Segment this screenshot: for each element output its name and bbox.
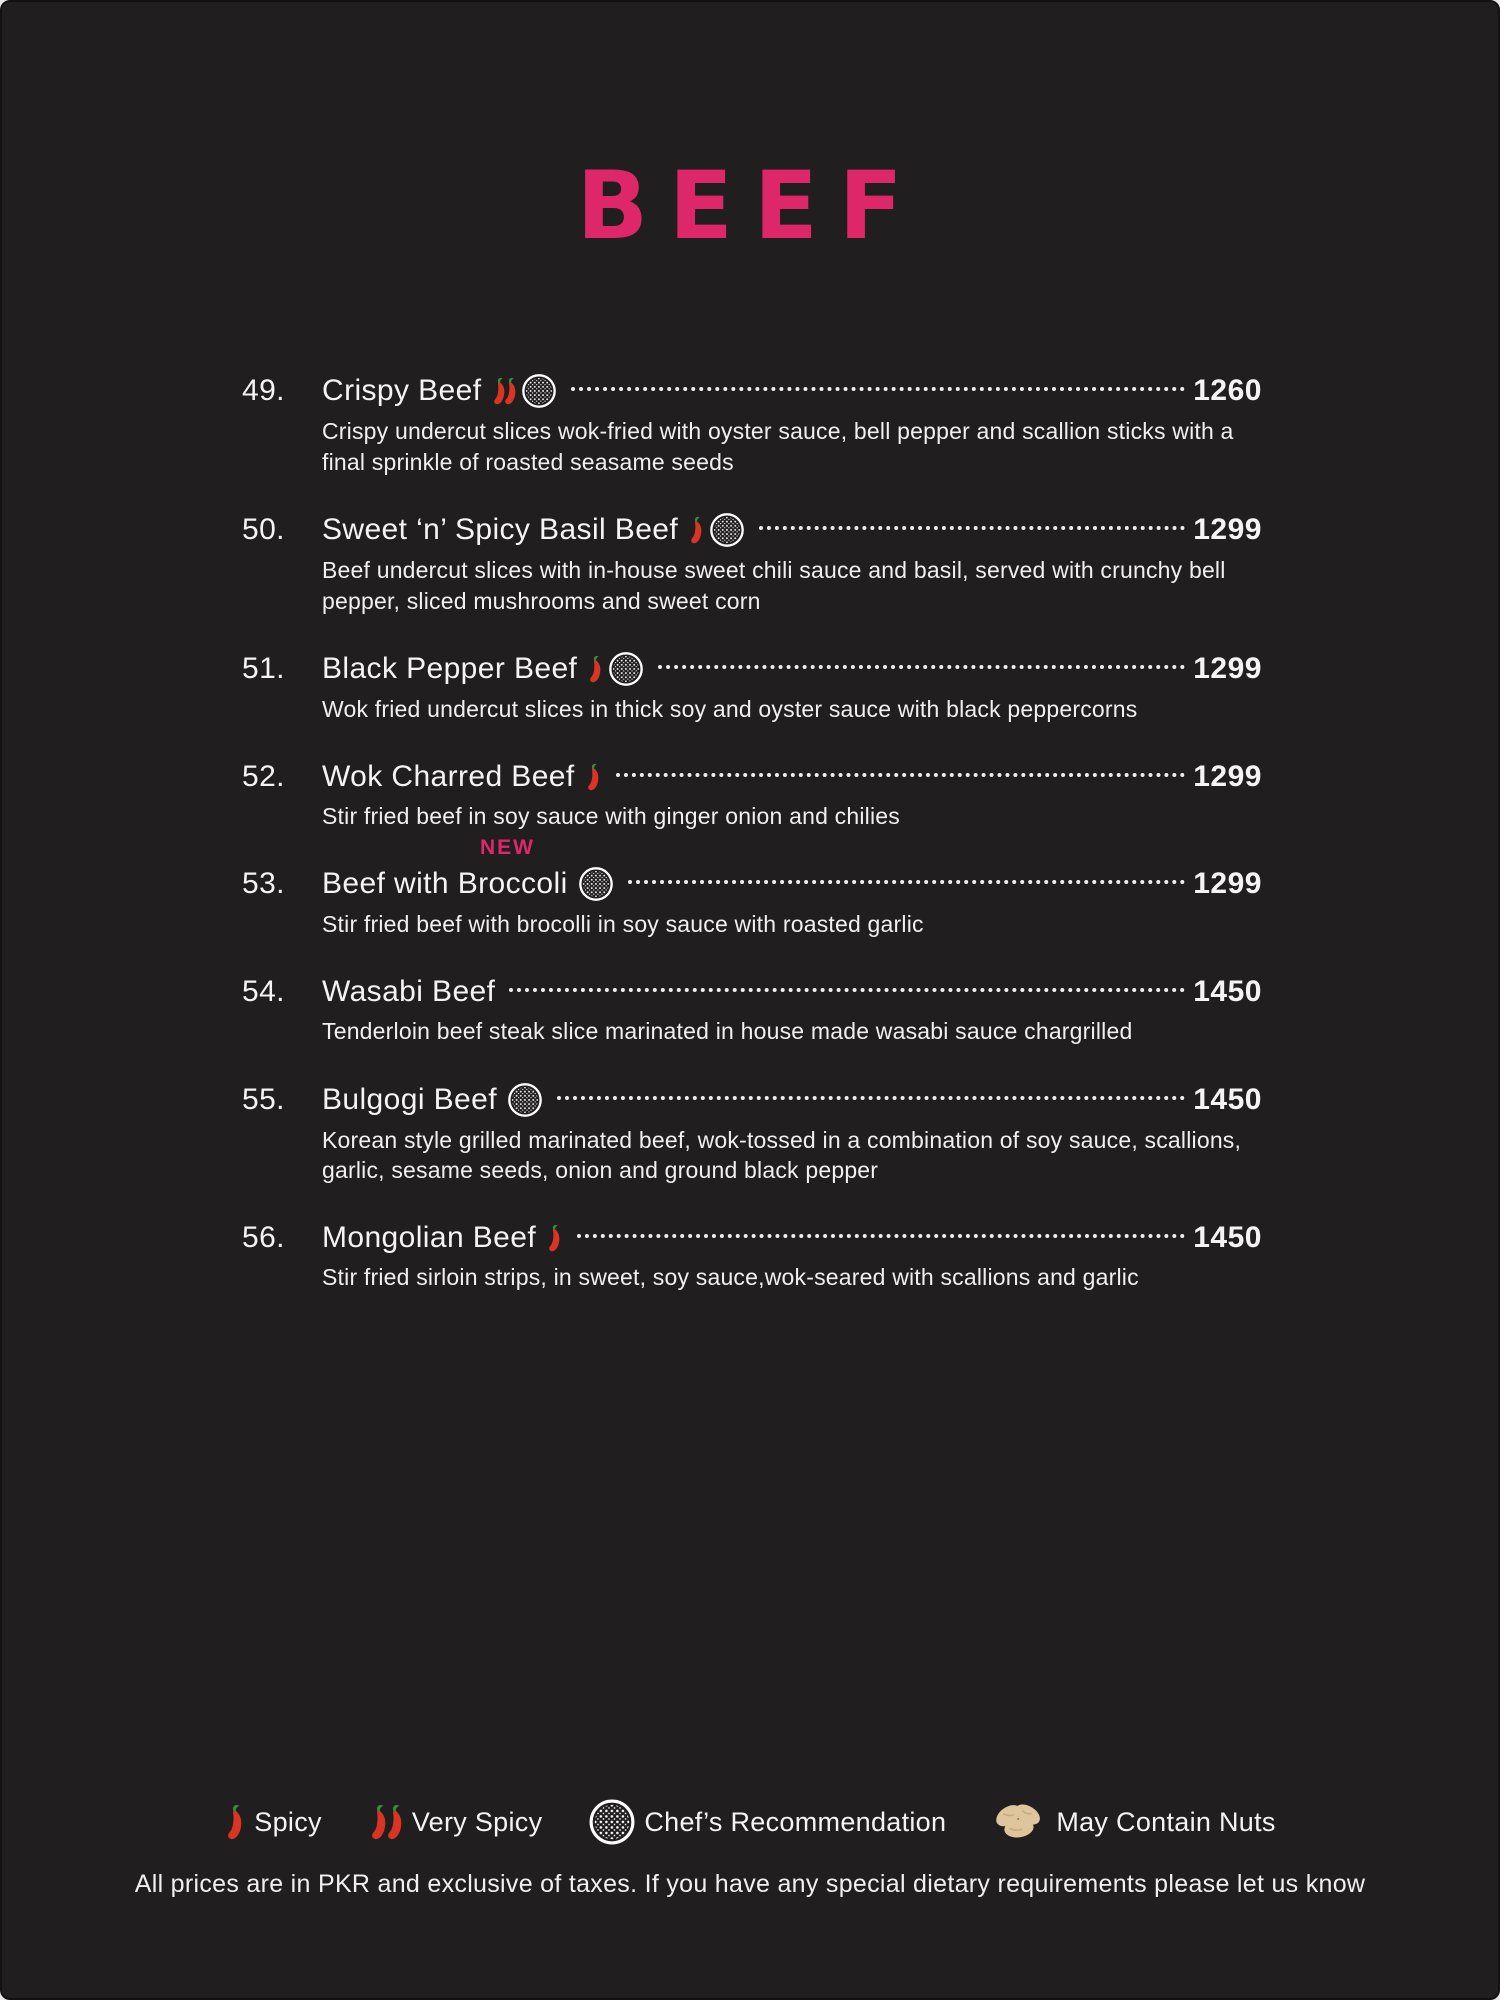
item-icons <box>587 651 644 687</box>
item-description: Stir fried sirloin strips, in sweet, soy sauce,wok-seared with scallions and garlic <box>322 1263 1139 1290</box>
item-icons <box>585 761 602 793</box>
item-name: Beef with Broccoli <box>322 867 568 901</box>
dotted-leader <box>616 773 1186 777</box>
item-price: 1260 <box>1193 374 1262 407</box>
legend-label: May Contain Nuts <box>1056 1806 1276 1837</box>
item-icons <box>507 1082 543 1118</box>
menu-item-53 <box>242 836 1262 940</box>
item-price: 1450 <box>1193 975 1262 1009</box>
dotted-leader <box>628 880 1186 884</box>
item-icons <box>491 373 557 409</box>
item-name: Wasabi Beef <box>322 975 496 1009</box>
chefs-recommendation-icon <box>608 651 644 687</box>
item-number: 55. <box>242 1082 285 1116</box>
legend-nuts <box>992 1801 1275 1843</box>
new-badge: NEW <box>480 836 535 860</box>
item-description: Wok fried undercut slices in thick soy and oyster sauce with black peppercorns <box>322 696 1138 723</box>
legend-label: Spicy <box>254 1806 322 1837</box>
menu-item-50 <box>242 512 1262 616</box>
legend <box>2 1798 1498 1846</box>
very-spicy-icon <box>491 375 519 407</box>
item-number: 51. <box>242 652 285 686</box>
item-description: Stir fried beef in soy sauce with ginger onion and chilies <box>322 802 900 829</box>
item-name: Wok Charred Beef <box>322 759 575 793</box>
item-description: Crispy undercut slices wok-fried with oyster sauce, bell pepper and scallion sticks with a final sprinkle of roasted seasame seeds <box>322 418 1234 475</box>
item-name: Bulgogi Beef <box>322 1082 497 1116</box>
item-description: Stir fried beef with brocolli in soy sauce with roasted garlic <box>322 911 924 938</box>
spicy-icon <box>224 1801 246 1843</box>
dotted-leader <box>658 665 1185 669</box>
legend-spicy <box>224 1801 322 1843</box>
item-price: 1299 <box>1193 652 1262 686</box>
legend-very-spicy <box>368 1801 543 1843</box>
item-price: 1450 <box>1193 1082 1262 1116</box>
legend-label: Very Spicy <box>411 1806 543 1837</box>
item-number: 50. <box>242 513 285 547</box>
dotted-leader <box>577 1234 1185 1238</box>
item-icons <box>546 1222 563 1254</box>
menu-list <box>242 373 1262 1292</box>
dotted-leader <box>557 1096 1185 1100</box>
footer-note: All prices are in PKR and exclusive of taxes. If you have any special dietary requirements please let us know <box>134 1870 1366 1898</box>
chefs-recommendation-icon <box>709 512 745 548</box>
menu-item-56 <box>242 1221 1262 1293</box>
item-price: 1299 <box>1193 759 1262 793</box>
item-name: Black Pepper Beef <box>322 652 578 686</box>
legend-chefs-recommendation <box>588 1798 946 1846</box>
item-number: 49. <box>242 374 285 407</box>
menu-item-52 <box>242 760 1262 832</box>
item-name: Mongolian Beef <box>322 1220 537 1254</box>
item-description: Tenderloin beef steak slice marinated in house made wasabi sauce chargrilled <box>322 1018 1133 1045</box>
spicy-icon <box>688 514 705 546</box>
item-number: 53. <box>242 867 285 901</box>
legend-label: Chef’s Recommendation <box>644 1806 947 1837</box>
very-spicy-icon <box>368 1801 406 1843</box>
nuts-icon <box>992 1801 1048 1843</box>
spicy-icon <box>587 653 604 685</box>
dotted-leader <box>571 387 1185 391</box>
chefs-recommendation-icon <box>588 1798 636 1846</box>
menu-item-54 <box>242 975 1262 1047</box>
page-title: BEEF <box>576 152 924 261</box>
menu-item-49 <box>242 373 1262 477</box>
item-price: 1299 <box>1193 513 1262 547</box>
item-description: Beef undercut slices with in-house sweet chili sauce and basil, served with crunchy bell pepper, sliced mushrooms and sweet corn <box>322 557 1226 614</box>
dotted-leader <box>759 526 1185 530</box>
menu-item-55 <box>242 1082 1262 1186</box>
item-number: 52. <box>242 759 285 793</box>
item-price: 1450 <box>1193 1220 1262 1254</box>
chefs-recommendation-icon <box>578 866 614 902</box>
item-price: 1299 <box>1193 867 1262 901</box>
spicy-icon <box>546 1222 563 1254</box>
chefs-recommendation-icon <box>507 1082 543 1118</box>
item-name: Sweet ‘n’ Spicy Basil Beef <box>322 513 679 547</box>
item-icons <box>688 512 745 548</box>
item-number: 54. <box>242 975 285 1009</box>
menu-item-51 <box>242 651 1262 725</box>
spicy-icon <box>585 761 602 793</box>
dotted-leader <box>509 988 1185 992</box>
item-description: Korean style grilled marinated beef, wok-tossed in a combination of soy sauce, scallions, garlic, sesame seeds, onion and ground black pepper <box>322 1126 1242 1184</box>
item-icons <box>578 866 614 902</box>
item-number: 56. <box>242 1220 285 1254</box>
chefs-recommendation-icon <box>521 373 557 409</box>
item-name: Crispy Beef <box>322 374 482 407</box>
